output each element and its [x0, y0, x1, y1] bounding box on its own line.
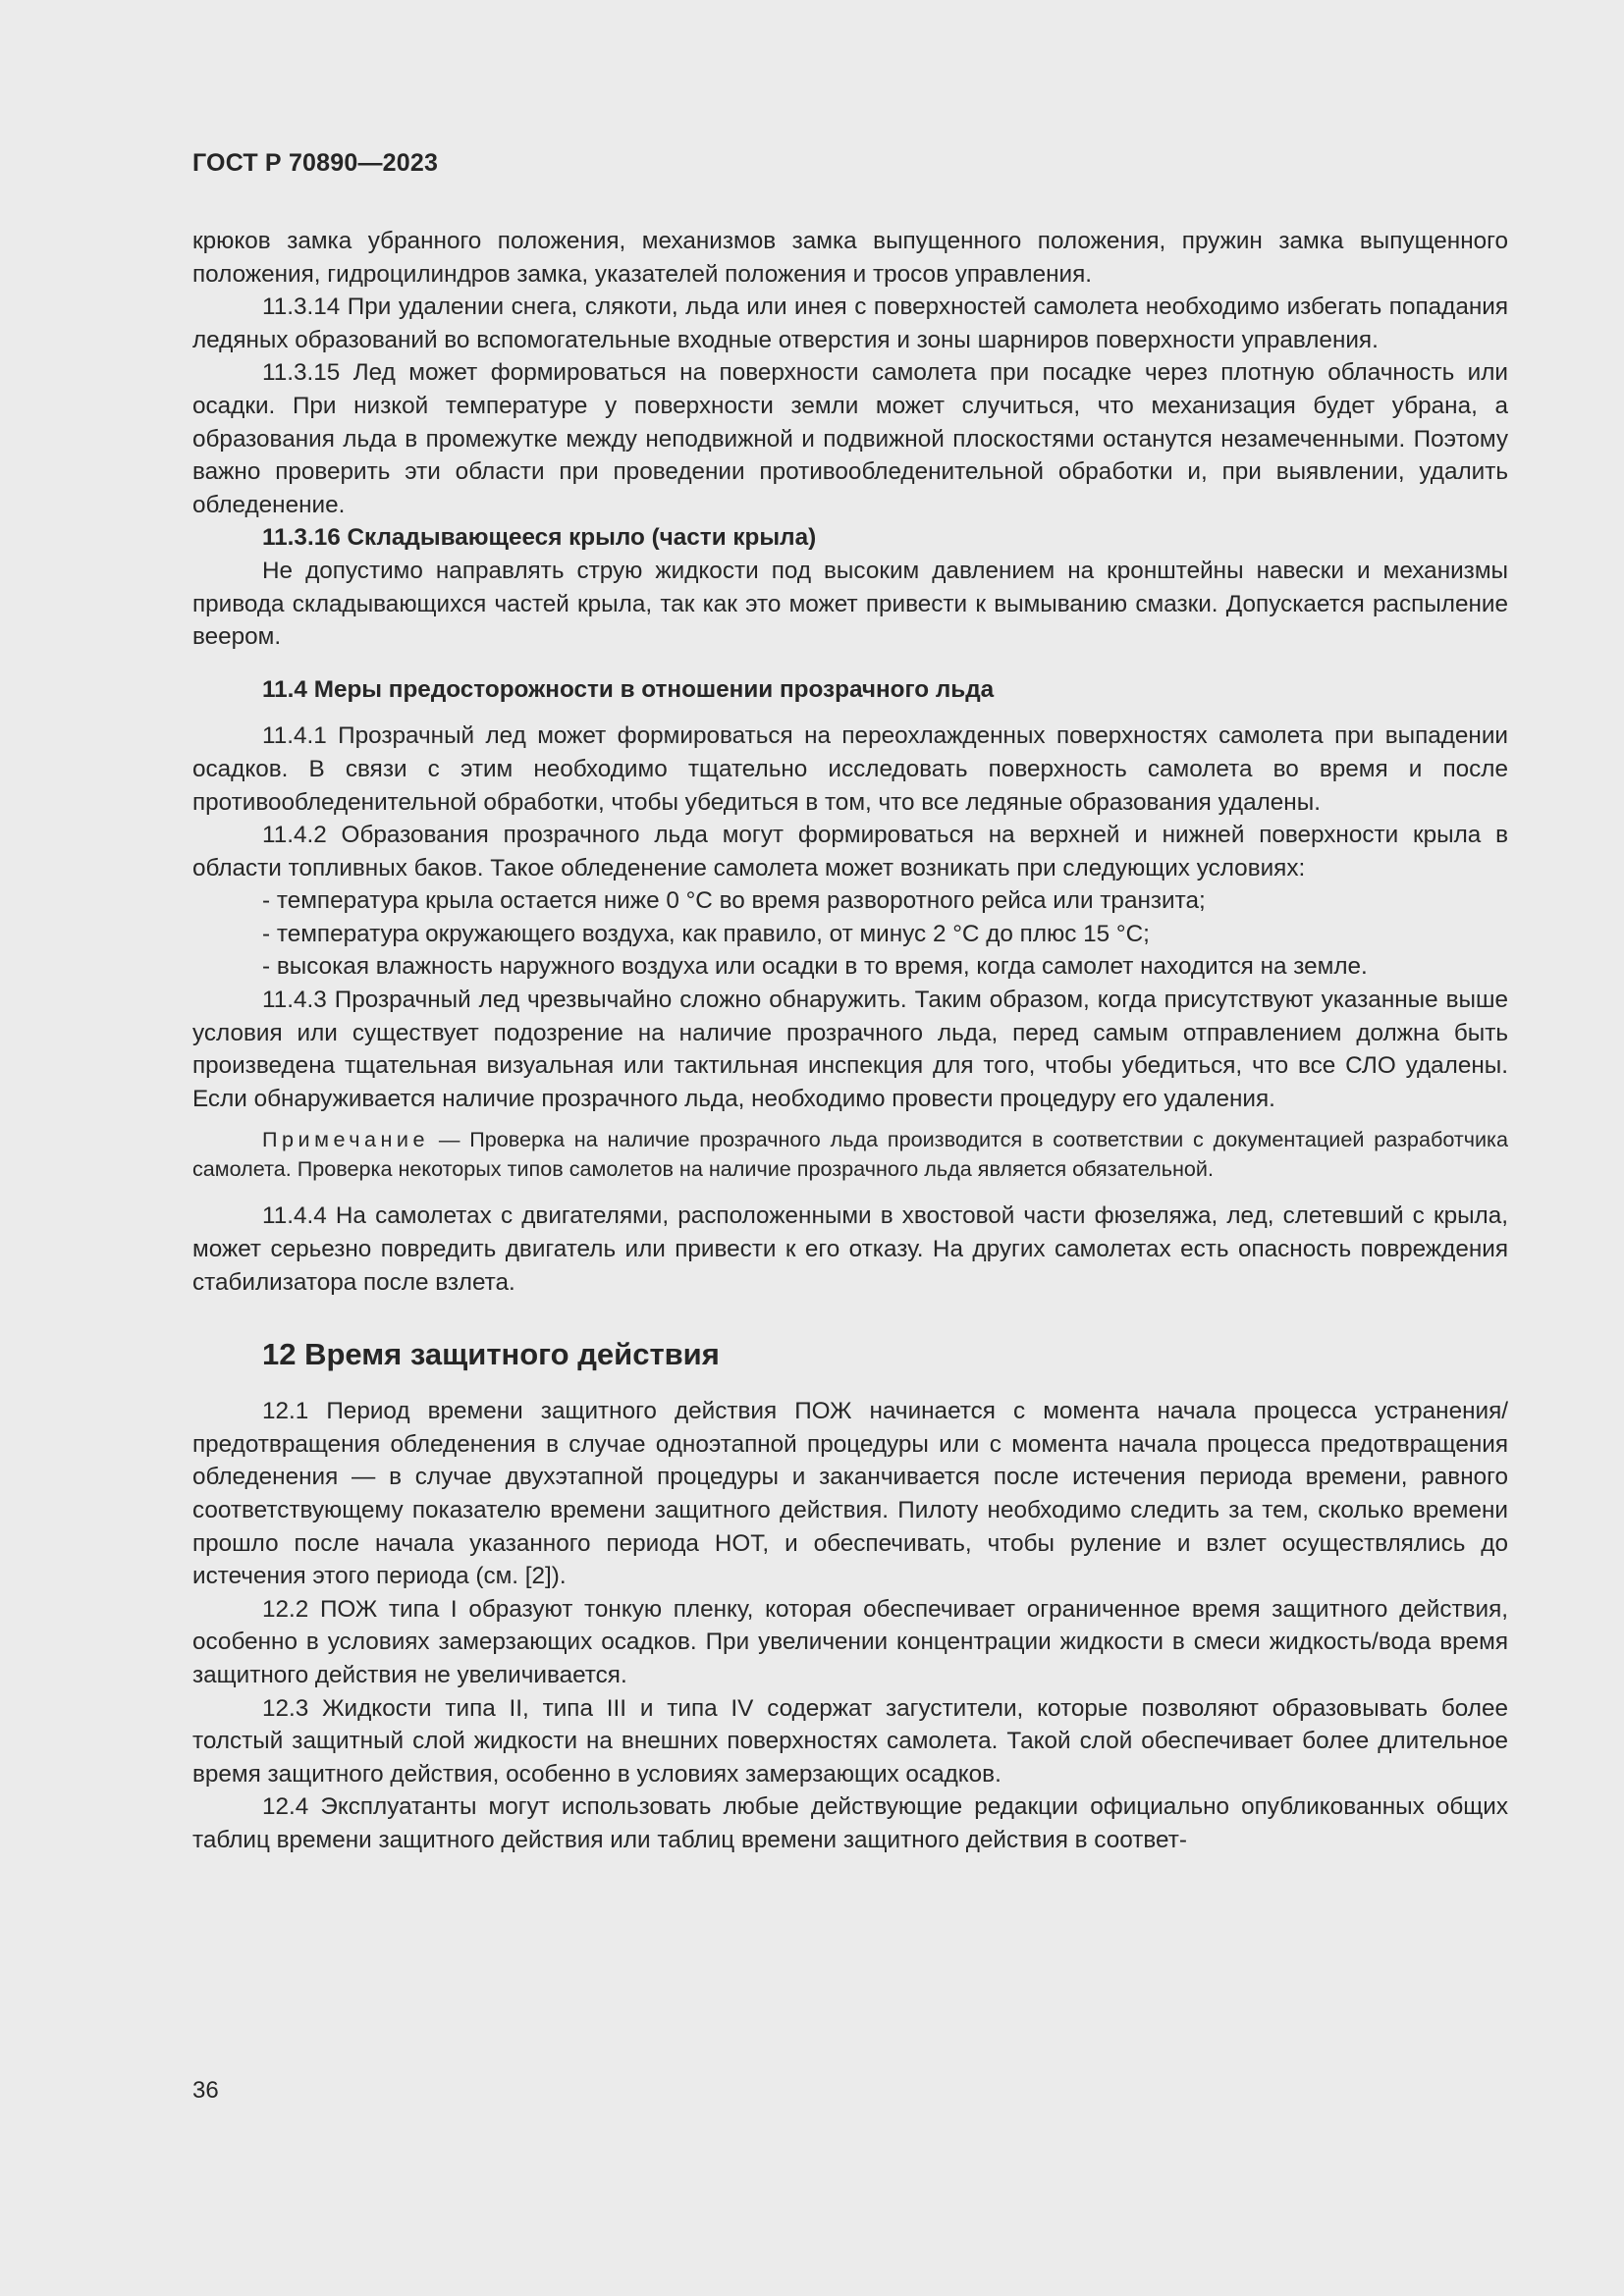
paragraph-12-4: 12.4 Эксплуатанты могут использовать любые действующие редакции официально опубликованных общих таблиц времени защитного действия или таблиц времени защитного действия в соответ- — [192, 1793, 1508, 1853]
paragraph-11-3-16: Не допустимо направлять струю жидкости под высоким давлением на кронштейны навески и механизмы привода складывающихся частей крыла, так как это может привести к вымыванию смазки. Допускается распыление веером. — [192, 557, 1508, 651]
note-text: — Проверка на наличие прозрачного льда производится в соответствии с документацией разработчика самолета. Проверка некоторых типов самолетов на наличие прозрачного льда является обязательной. — [192, 1127, 1508, 1182]
page-body — [192, 225, 1508, 1857]
section-heading-11-4: 11.4 Меры предосторожности в отношении прозрачного льда — [262, 675, 995, 703]
paragraph-11-3-14: 11.3.14 При удалении снега, слякоти, льда или инея с поверхностей самолета необходимо избегать попадания ледяных образований во вспомогательные входные отверстия и зоны шарниров поверхности управления. — [192, 294, 1508, 353]
paragraph-11-4-1: 11.4.1 Прозрачный лед может формироваться на переохлажденных поверхностях самолета при выпадении осадков. В связи с этим необходимо тщательно исследовать поверхность самолета во время и после противообледенительной обработки, чтобы убедиться в том, что все ледяные образования удалены. — [192, 722, 1508, 816]
list-item-wing-temperature: - температура крыла остается ниже 0 °С во время разворотного рейса или транзита; — [262, 887, 1206, 915]
paragraph-11-4-3: 11.4.3 Прозрачный лед чрезвычайно сложно обнаружить. Таким образом, когда присутствуют указанные выше условия или существует подозрение на наличие прозрачного льда, перед самым отправлением должна быть произведена тщательная визуальная или тактильная инспекция для того, чтобы убедиться, что все СЛО удалены. Если обнаруживается наличие прозрачного льда, необходимо провести процедуру его удаления. — [192, 987, 1508, 1112]
paragraph-11-4-2: 11.4.2 Образования прозрачного льда могут формироваться на верхней и нижней поверхности крыла в области топливных баков. Такое обледенение самолета может возникать при следующих условиях: — [192, 822, 1508, 881]
section-heading-12: 12 Время защитного действия — [262, 1337, 720, 1372]
list-item-humidity: - высокая влажность наружного воздуха или осадки в то время, когда самолет находится на земле. — [262, 953, 1368, 981]
note — [192, 1125, 1508, 1184]
paragraph-12-3: 12.3 Жидкости типа II, типа III и типа IV содержат загустители, которые позволяют образовывать более толстый защитный слой жидкости на внешних поверхностях самолета. Такой слой обеспечивает более длительное время защитного действия, особенно в условиях замерзающих осадков. — [192, 1694, 1508, 1788]
paragraph-12-2: 12.2 ПОЖ типа I образуют тонкую пленку, которая обеспечивает ограниченное время защитного действия, особенно в условиях замерзающих осадков. При увеличении концентрации жидкости в смеси жидкость/вода время защитного действия не увеличивается. — [192, 1595, 1508, 1688]
page-number: 36 — [192, 2077, 219, 2104]
document-code-header: ГОСТ Р 70890—2023 — [192, 149, 439, 177]
paragraph-continuation: крюков замка убранного положения, механизмов замка выпущенного положения, пружин замка выпущенного положения, гидроцилиндров замка, указателей положения и тросов управления. — [192, 228, 1508, 288]
note-label: Примечание — [262, 1127, 429, 1152]
list-item-ambient-temperature: - температура окружающего воздуха, как правило, от минус 2 °С до плюс 15 °С; — [262, 920, 1150, 947]
paragraph-11-3-15: 11.3.15 Лед может формироваться на поверхности самолета при посадке через плотную облачность или осадки. При низкой температуре у поверхности земли может случиться, что механизация будет убрана, а образования льда в промежутке между неподвижной и подвижной плоскостями останутся незамеченными. Поэтому важно проверить эти области при проведении противообледенительной обработки и, при выявлении, удалить обледенение. — [192, 359, 1508, 518]
paragraph-12-1: 12.1 Период времени защитного действия ПОЖ начинается с момента начала процесса устранения/предотвращения обледенения в случае одноэтапной процедуры или с момента начала процесса предотвращения обледенения — в случае двухэтапной процедуры и заканчивается после истечения периода времени, равного соответствующему показателю времени защитного действия. Пилоту необходимо следить за тем, сколько времени прошло после начала указанного периода НОТ, и обеспечивать, чтобы руление и взлет осуществлялись до истечения этого периода (см. [2]). — [192, 1398, 1508, 1590]
paragraph-11-4-4: 11.4.4 На самолетах с двигателями, расположенными в хвостовой части фюзеляжа, лед, слетевший с крыла, может серьезно повредить двигатель или привести к его отказу. На других самолетах есть опасность повреждения стабилизатора после взлета. — [192, 1202, 1508, 1296]
subsection-heading-11-3-16: 11.3.16 Складывающееся крыло (части крыла) — [262, 524, 817, 552]
